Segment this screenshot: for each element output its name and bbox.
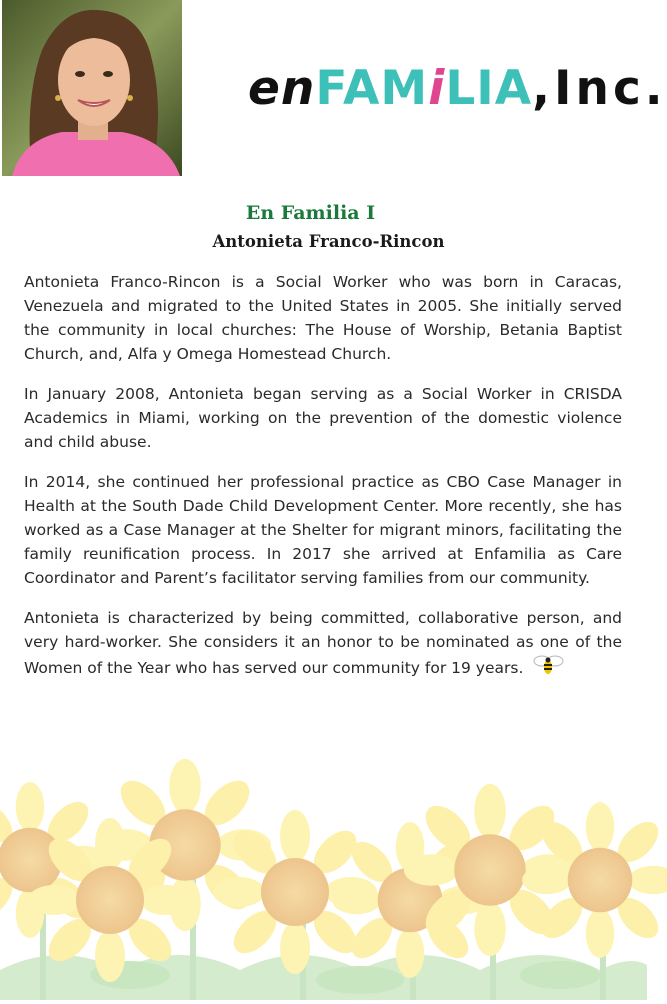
bio-paragraph-4: Antonieta is characterized by being committed, collaborative person, and very hard-worker. She considers it an honor to be nominated as one of the Women of the Year who has served our community for 19 years. [24, 609, 622, 677]
portrait-photo [2, 0, 182, 176]
bee-icon [530, 654, 566, 683]
logo-part-i: i [428, 61, 446, 116]
logo-part-inc: ,Inc. [532, 61, 667, 116]
page-title: En Familia I [245, 202, 376, 224]
bio-paragraph-2: In January 2008, Antonieta began serving as a Social Worker in CRISDA Academics in Miami, working on the prevention of the domestic violence and child abuse. [24, 385, 622, 451]
page-subtitle: Antonieta Franco-Rincon [212, 232, 445, 251]
biography-text [24, 270, 622, 699]
bio-paragraph-1: Antonieta Franco-Rincon is a Social Worker who was born in Caracas, Venezuela and migrated to the United States in 2005. She initially served the community in local churches: The House of Worship, Betania Baptist Church, and, Alfa y Omega Homestead Church. [24, 273, 622, 363]
logo-part-lia: LIA [445, 61, 533, 116]
bio-paragraph-4-wrap [24, 606, 622, 683]
logo-part-en: en [248, 61, 316, 116]
sunflower-decoration [0, 770, 647, 1000]
logo-part-fam: FAM [315, 61, 429, 116]
bio-paragraph-3: In 2014, she continued her professional practice as CBO Case Manager in Health at the South Dade Child Development Center. More recently, she has worked as a Case Manager at the Shelter for migrant minors, facilitating the family reunification process. In 2017 she arrived at Enfamilia as Care Coordinator and Parent’s facilitator serving families from our community. [24, 473, 622, 587]
enfamilia-logo [248, 58, 667, 120]
